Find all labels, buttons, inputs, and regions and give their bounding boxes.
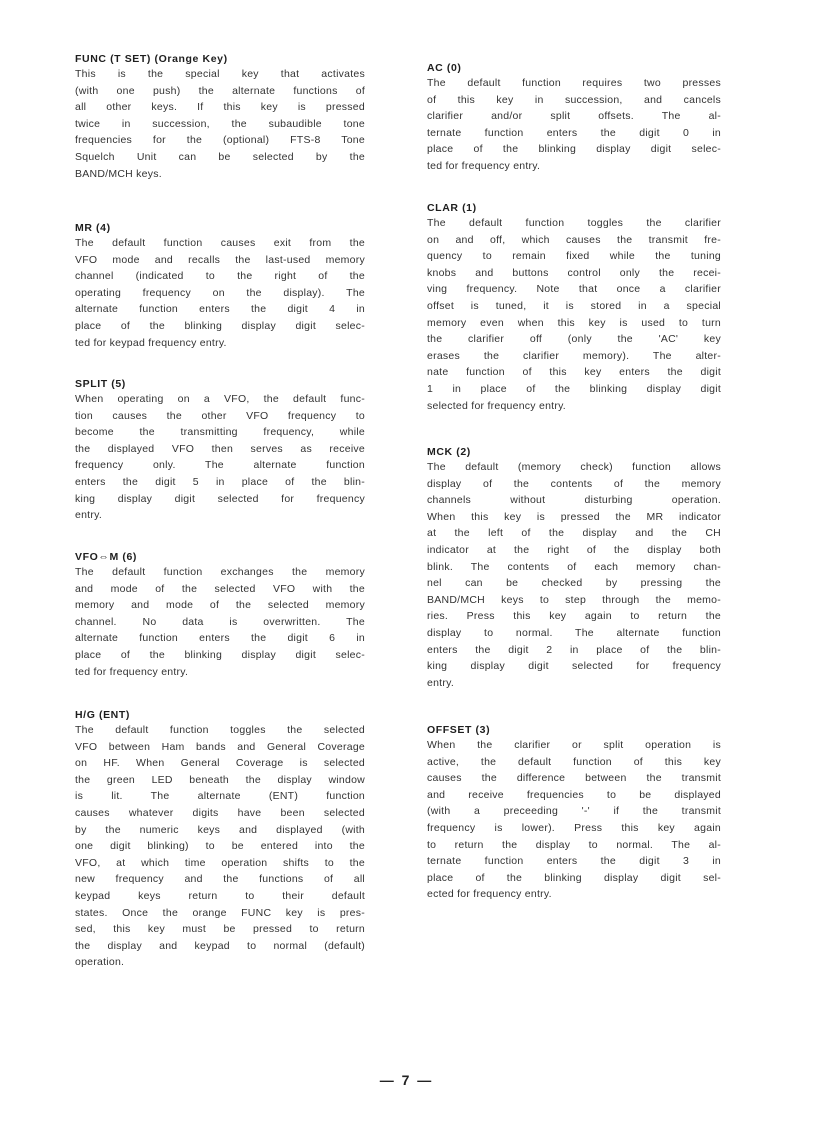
body-text-line: ternate function enters the digit 3 in (427, 855, 721, 868)
section-heading: AC (0) (427, 62, 462, 74)
body-text-line: on and off, which causes the transmit fre- (427, 233, 721, 246)
body-text-line: enters the digit 2 in place of the blin- (427, 643, 721, 656)
section-heading: CLAR (1) (427, 202, 477, 214)
body-text-line: causes whatever digits have been selected (75, 806, 365, 819)
section-heading: MCK (2) (427, 446, 471, 458)
body-text-line: is lit. The alternate (ENT) function (75, 790, 365, 803)
body-text-line: active, the default function of this key (427, 755, 721, 768)
body-text-line: offset is tuned, it is stored in a special (427, 299, 721, 312)
body-text-line: tion causes the other VFO frequency to (75, 409, 365, 422)
mck-key-section (427, 445, 721, 691)
body-text-line: sed, this key must be pressed to return (75, 923, 365, 936)
offset-key-section (427, 723, 721, 903)
section-heading: SPLIT (5) (75, 378, 126, 390)
body-text-line: on HF. When General Coverage is selected (75, 757, 365, 770)
body-text-line: twice in succession, the subaudible tone (75, 117, 365, 130)
section-heading: OFFSET (3) (427, 724, 491, 736)
body-text-line: channels without disturbing operation. (427, 494, 721, 507)
body-text-line: memory and mode of the selected memory (75, 599, 365, 612)
split-key-section (75, 377, 365, 524)
body-text-line: VFO mode and recalls the last-used memory (75, 253, 365, 266)
body-text-line: clarifier and/or split offsets. The al- (427, 110, 721, 123)
body-text-line: BAND/MCH keys. (75, 167, 162, 180)
section-heading: MR (4) (75, 222, 111, 234)
section-heading: H/G (ENT) (75, 709, 130, 721)
page-number: — 7 — (379, 1072, 434, 1088)
body-text-line: keypad keys return to their default (75, 889, 365, 902)
body-text-line: ted for frequency entry. (427, 159, 541, 172)
body-text-line: When this key is pressed the MR indicator (427, 510, 721, 523)
hg-key-section (75, 708, 365, 971)
body-text-line: The default function toggles the clarifier (427, 217, 721, 229)
body-text-line: ted for frequency entry. (75, 665, 189, 678)
body-text-line: The default function toggles the selected (75, 724, 365, 736)
body-text-line: alternate function enters the digit 6 in (75, 632, 365, 645)
body-text-line: frequency is lower). Press this key again (427, 821, 721, 834)
body-text-line: new frequency and the functions of all (75, 873, 365, 886)
clar-key-section (427, 201, 721, 414)
section-heading: FUNC (T SET) (Orange Key) (75, 53, 228, 65)
body-text-line: become the transmitting frequency, while (75, 426, 365, 439)
body-text-line: VFO between Ham bands and General Coverage (75, 740, 365, 753)
body-text-line: ving frequency. Note that once a clarifier (427, 283, 721, 296)
body-text-line: alternate function enters the digit 4 in (75, 303, 365, 316)
func-key-section (75, 52, 365, 182)
body-text-line: VFO, at which time operation shifts to the (75, 856, 365, 869)
body-text-line: (with one push) the alternate functions of (75, 84, 365, 97)
body-text-line: (with a preceeding '-' if the transmit (427, 805, 721, 818)
body-text-line: the display and keypad to normal (default) (75, 939, 365, 952)
body-text-line: and mode of the selected VFO with the (75, 582, 365, 595)
body-text-line: The default function causes exit from the (75, 237, 365, 249)
body-text-line: entry. (75, 509, 102, 522)
body-text-line: states. Once the orange FUNC key is pres- (75, 906, 365, 919)
body-text-line: ected for frequency entry. (427, 888, 552, 901)
body-text-line: channel (indicated to the right of the (75, 270, 365, 283)
body-text-line: at the left of the display and the CH (427, 527, 721, 540)
body-text-line: knobs and buttons control only the recei- (427, 266, 721, 279)
body-text-line: ted for keypad frequency entry. (75, 336, 227, 349)
body-text-line: memory even when this key is used to turn (427, 316, 721, 329)
body-text-line: ries. Press this key again to return the (427, 610, 721, 623)
body-text-line: The default (memory check) function allows (427, 461, 721, 473)
body-text-line: nel can be checked by pressing the (427, 577, 721, 590)
body-text-line: quency to remain fixed while the tuning (427, 250, 721, 263)
body-text-line: erases the clarifier memory). The alter- (427, 349, 721, 362)
body-text-line: of this key in succession, and cancels (427, 93, 721, 106)
body-text-line: When the clarifier or split operation is (427, 739, 721, 751)
body-text-line: channel. No data is overwritten. The (75, 615, 365, 628)
body-text-line: When operating on a VFO, the default func- (75, 393, 365, 405)
body-text-line: to return the display to normal. The al- (427, 838, 721, 851)
body-text-line: the displayed VFO then serves as receive (75, 442, 365, 455)
body-text-line: selected for frequency entry. (427, 399, 566, 412)
body-text-line: enters the digit 5 in place of the blin- (75, 475, 365, 488)
body-text-line: indicator at the right of the display both (427, 543, 721, 556)
body-text-line: nate function of this key enters the digit (427, 366, 721, 379)
body-text-line: king display digit selected for frequency (75, 492, 365, 505)
body-text-line: king display digit selected for frequency (427, 660, 721, 673)
mr-key-section (75, 221, 365, 351)
body-text-line: and receive frequencies to be displayed (427, 788, 721, 801)
section-heading: VFO⇔M (6) (75, 551, 137, 563)
body-text-line: place of the blinking display digit sel- (427, 871, 721, 884)
body-text-line: frequency only. The alternate function (75, 459, 365, 472)
body-text-line: The default function exchanges the memory (75, 566, 365, 578)
body-text-line: operation. (75, 956, 125, 969)
vfo-m-key-section (75, 550, 365, 680)
body-text-line: place of the blinking display digit selec- (75, 648, 365, 661)
body-text-line: display to normal. The alternate function (427, 626, 721, 639)
body-text-line: ternate function enters the digit 0 in (427, 126, 721, 139)
body-text-line: blink. The contents of each memory chan- (427, 560, 721, 573)
body-text-line: causes the difference between the transmit (427, 772, 721, 785)
body-text-line: all other keys. If this key is pressed (75, 101, 365, 114)
body-text-line: the green LED beneath the display window (75, 773, 365, 786)
body-text-line: entry. (427, 676, 454, 689)
body-text-line: display of the contents of the memory (427, 477, 721, 490)
body-text-line: operating frequency on the display). The (75, 286, 365, 299)
body-text-line: place of the blinking display digit selec- (427, 143, 721, 156)
body-text-line: BAND/MCH keys to step through the memo- (427, 593, 721, 606)
body-text-line: 1 in place of the blinking display digit (427, 382, 721, 395)
body-text-line: one digit blinking) to be entered into the (75, 840, 365, 853)
body-text-line: by the numeric keys and displayed (with (75, 823, 365, 836)
body-text-line: Squelch Unit can be selected by the (75, 150, 365, 163)
body-text-line: The default function requires two presses (427, 77, 721, 89)
body-text-line: This is the special key that activates (75, 68, 365, 80)
body-text-line: place of the blinking display digit selec- (75, 319, 365, 332)
body-text-line: frequencies for the (optional) FTS-8 Tone (75, 134, 365, 147)
body-text-line: the clarifier off (only the 'AC' key (427, 333, 721, 346)
ac-key-section (427, 61, 721, 175)
